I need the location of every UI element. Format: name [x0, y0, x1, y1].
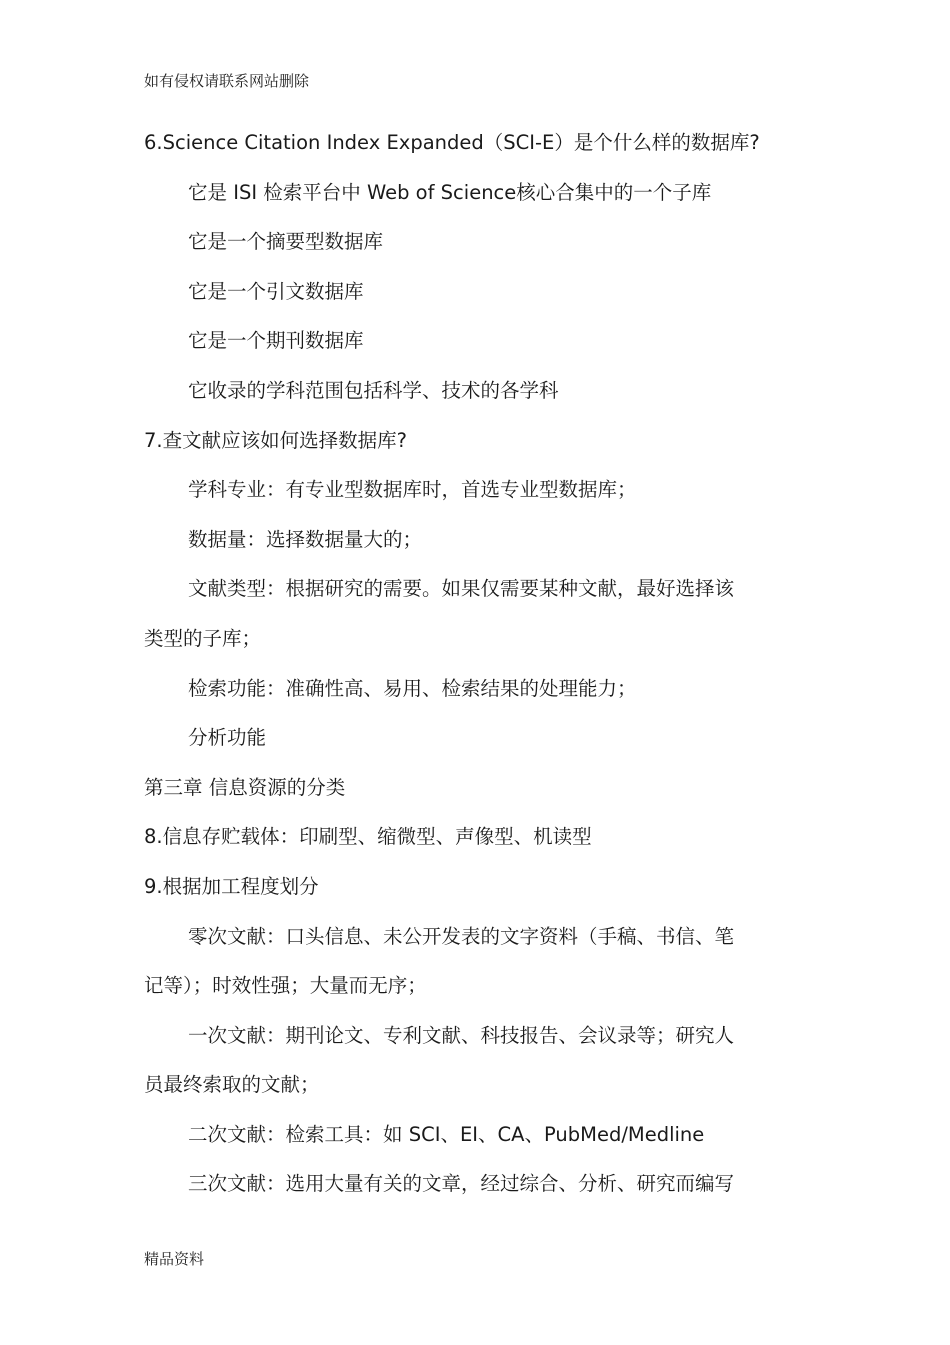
answer-line: 数据量：选择数据量大的； [188, 527, 423, 551]
question-6-heading: 6.Science Citation Index Expanded（SCI-E）是个什么样的数据库? [144, 131, 760, 154]
answer-line: 三次文献：选用大量有关的文章，经过综合、分析、研究而编写 [188, 1172, 735, 1196]
answer-line: 一次文献：期刊论文、专利文献、科技报告、会议录等；研究人 [188, 1023, 735, 1047]
answer-line: 它是一个摘要型数据库 [188, 230, 384, 254]
answer-line: 它是一个期刊数据库 [188, 329, 364, 353]
answer-line-continuation: 员最终索取的文献； [144, 1073, 320, 1097]
question-7-heading: 7.查文献应该如何选择数据库? [144, 428, 407, 452]
page-header-note: 如有侵权请联系网站删除 [144, 72, 310, 90]
chapter-heading: 第三章 信息资源的分类 [144, 775, 346, 799]
item-9-heading: 9.根据加工程度划分 [144, 874, 319, 898]
answer-line: 零次文献：口头信息、未公开发表的文字资料（手稿、书信、笔 [188, 924, 735, 948]
answer-line: 它是一个引文数据库 [188, 279, 364, 303]
answer-line: 二次文献：检索工具：如 SCI、EI、CA、PubMed/Medline [188, 1122, 705, 1146]
answer-line-continuation: 类型的子库； [144, 626, 262, 650]
answer-line: 文献类型：根据研究的需要。如果仅需要某种文献，最好选择该 [188, 577, 735, 601]
item-8-heading: 8.信息存贮载体：印刷型、缩微型、声像型、机读型 [144, 825, 592, 849]
answer-line: 它收录的学科范围包括科学、技术的各学科 [188, 378, 559, 402]
answer-line-continuation: 记等）；时效性强；大量而无序； [144, 974, 427, 998]
page-footer-note: 精品资料 [144, 1250, 205, 1268]
document-body [144, 126, 784, 1217]
answer-line: 学科专业：有专业型数据库时，首选专业型数据库； [188, 478, 637, 502]
answer-line: 分析功能 [188, 726, 267, 750]
answer-line: 它是 ISI 检索平台中 Web of Science核心合集中的一个子库 [188, 180, 712, 204]
answer-line: 检索功能：准确性高、易用、检索结果的处理能力； [188, 676, 637, 700]
